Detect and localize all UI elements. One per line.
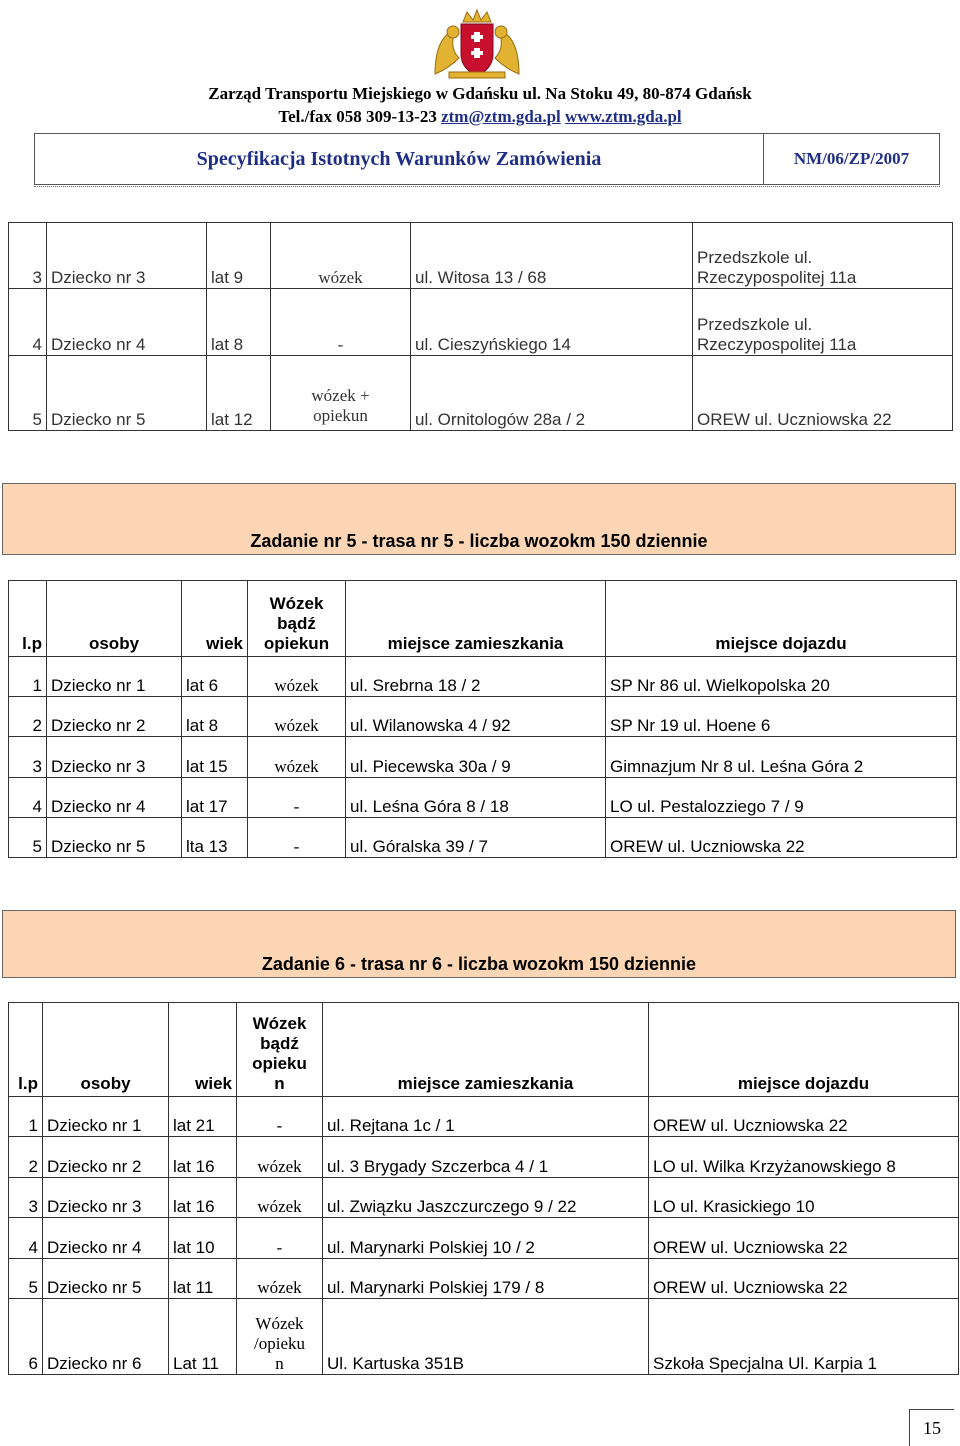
header-email-link[interactable]: ztm@ztm.gda.pl [441, 107, 561, 126]
dojazd-cell: OREW ul. Uczniowska 22 [649, 1218, 959, 1259]
wozek-cell: - [248, 818, 346, 858]
page-number: 15 [909, 1409, 954, 1446]
lp-cell: 1 [9, 1097, 43, 1137]
task6-table [8, 1002, 959, 1375]
wozek-cell: - [237, 1218, 323, 1259]
wozek-cell: wózek [237, 1259, 323, 1299]
lp-cell: 5 [9, 818, 47, 858]
wiek-cell: lat 11 [169, 1259, 237, 1299]
dojazd-cell: LO ul. Pestalozziego 7 / 9 [606, 778, 957, 818]
dojazd-cell: Gimnazjum Nr 8 ul. Leśna Góra 2 [606, 737, 957, 778]
table-header-row [9, 1003, 959, 1097]
table-row [9, 356, 953, 431]
dojazd-cell: OREW ul. Uczniowska 22 [649, 1259, 959, 1299]
wiek-cell: lat 15 [182, 737, 248, 778]
table-header-row [9, 581, 957, 657]
task5-banner [2, 483, 956, 555]
spec-title: Specyfikacja Istotnych Warunków Zamówienia [35, 134, 764, 184]
osoba-cell: Dziecko nr 2 [43, 1137, 169, 1178]
header-wozek: Wózek bądź opieku n [237, 1003, 323, 1097]
zamieszkanie-cell: ul. Cieszyńskiego 14 [411, 289, 693, 356]
zamieszkanie-cell: ul. Marynarki Polskiej 179 / 8 [323, 1259, 649, 1299]
gdansk-coat-of-arms-logo [429, 8, 525, 80]
osoba-cell: Dziecko nr 3 [47, 223, 207, 289]
header-wiek: wiek [169, 1003, 237, 1097]
wozek-cell: wózek [248, 737, 346, 778]
lp-cell: 3 [9, 1178, 43, 1218]
header-divider [34, 186, 940, 187]
lp-cell: 2 [9, 697, 47, 737]
zamieszkanie-cell: ul. Piecewska 30a / 9 [346, 737, 606, 778]
table-row [9, 737, 957, 778]
wozek-cell: - [271, 289, 411, 356]
dojazd-cell: OREW ul. Uczniowska 22 [649, 1097, 959, 1137]
dojazd-cell: OREW ul. Uczniowska 22 [693, 356, 953, 431]
table-row [9, 818, 957, 858]
wiek-cell: lat 10 [169, 1218, 237, 1259]
zamieszkanie-cell: ul. Ornitologów 28a / 2 [411, 356, 693, 431]
osoba-cell: Dziecko nr 1 [43, 1097, 169, 1137]
wozek-cell: wózek + opiekun [271, 356, 411, 431]
zamieszkanie-cell: ul. Leśna Góra 8 / 18 [346, 778, 606, 818]
wozek-cell: wózek [237, 1178, 323, 1218]
dojazd-cell: OREW ul. Uczniowska 22 [606, 818, 957, 858]
wiek-cell: lat 21 [169, 1097, 237, 1137]
table-row [9, 778, 957, 818]
spec-code: NM/06/ZP/2007 [793, 149, 910, 168]
zamieszkanie-cell: Ul. Kartuska 351B [323, 1299, 649, 1375]
osoba-cell: Dziecko nr 6 [43, 1299, 169, 1375]
spec-header-box [34, 133, 940, 185]
table-row [9, 1259, 959, 1299]
osoba-cell: Dziecko nr 2 [47, 697, 182, 737]
osoba-cell: Dziecko nr 5 [47, 818, 182, 858]
task6-banner [2, 910, 956, 978]
wiek-cell: lat 16 [169, 1178, 237, 1218]
header-lp: l.p [9, 581, 47, 657]
lp-cell: 6 [9, 1299, 43, 1375]
wiek-cell: lat 6 [182, 657, 248, 697]
header-phone: Tel./fax 058 309-13-23 [278, 107, 442, 126]
lp-cell: 4 [9, 289, 47, 356]
task5-table [8, 580, 957, 858]
lp-cell: 1 [9, 657, 47, 697]
dojazd-cell: Przedszkole ul. Rzeczypospolitej 11a [693, 223, 953, 289]
header-zamieszkanie: miejsce zamieszkania [346, 581, 606, 657]
wozek-cell: wózek [271, 223, 411, 289]
header-osoby: osoby [43, 1003, 169, 1097]
wiek-cell: lat 16 [169, 1137, 237, 1178]
header-osoby: osoby [47, 581, 182, 657]
lp-cell: 4 [9, 1218, 43, 1259]
header-zamieszkanie: miejsce zamieszkania [323, 1003, 649, 1097]
zamieszkanie-cell: ul. Witosa 13 / 68 [411, 223, 693, 289]
table-row [9, 1299, 959, 1375]
dojazd-cell: Szkoła Specjalna Ul. Karpia 1 [649, 1299, 959, 1375]
task4-table-continued [8, 222, 953, 431]
header-website-link[interactable]: www.ztm.gda.pl [565, 107, 682, 126]
zamieszkanie-cell: ul. Związku Jaszczurczego 9 / 22 [323, 1178, 649, 1218]
lp-cell: 5 [9, 356, 47, 431]
table-row [9, 1137, 959, 1178]
header-wiek: wiek [182, 581, 248, 657]
dojazd-cell: SP Nr 86 ul. Wielkopolska 20 [606, 657, 957, 697]
lp-cell: 3 [9, 737, 47, 778]
header-address: Zarząd Transportu Miejskiego w Gdańsku ul. Na Stoku 49, 80-874 Gdańsk [208, 84, 752, 103]
header-dojazd: miejsce dojazdu [649, 1003, 959, 1097]
wiek-cell: lat 17 [182, 778, 248, 818]
dojazd-cell: Przedszkole ul. Rzeczypospolitej 11a [693, 289, 953, 356]
header-contact [0, 107, 960, 127]
table-row [9, 289, 953, 356]
wozek-cell: Wózek /opieku n [237, 1299, 323, 1375]
zamieszkanie-cell: ul. Wilanowska 4 / 92 [346, 697, 606, 737]
osoba-cell: Dziecko nr 4 [47, 778, 182, 818]
table-row [9, 223, 953, 289]
osoba-cell: Dziecko nr 5 [43, 1259, 169, 1299]
osoba-cell: Dziecko nr 3 [43, 1178, 169, 1218]
table-row [9, 1097, 959, 1137]
osoba-cell: Dziecko nr 4 [47, 289, 207, 356]
header-dojazd: miejsce dojazdu [606, 581, 957, 657]
table-row [9, 1218, 959, 1259]
osoba-cell: Dziecko nr 4 [43, 1218, 169, 1259]
lp-cell: 2 [9, 1137, 43, 1178]
lp-cell: 4 [9, 778, 47, 818]
header-lp: l.p [9, 1003, 43, 1097]
dojazd-cell: LO ul. Krasickiego 10 [649, 1178, 959, 1218]
zamieszkanie-cell: ul. 3 Brygady Szczerbca 4 / 1 [323, 1137, 649, 1178]
table-row [9, 1178, 959, 1218]
header-wozek: Wózek bądź opiekun [248, 581, 346, 657]
wiek-cell: lta 13 [182, 818, 248, 858]
dojazd-cell: SP Nr 19 ul. Hoene 6 [606, 697, 957, 737]
osoba-cell: Dziecko nr 1 [47, 657, 182, 697]
dojazd-cell: LO ul. Wilka Krzyżanowskiego 8 [649, 1137, 959, 1178]
zamieszkanie-cell: ul. Góralska 39 / 7 [346, 818, 606, 858]
zamieszkanie-cell: ul. Marynarki Polskiej 10 / 2 [323, 1218, 649, 1259]
zamieszkanie-cell: ul. Rejtana 1c / 1 [323, 1097, 649, 1137]
wiek-cell: lat 9 [207, 223, 271, 289]
lp-cell: 5 [9, 1259, 43, 1299]
wiek-cell: lat 12 [207, 356, 271, 431]
osoba-cell: Dziecko nr 5 [47, 356, 207, 431]
wozek-cell: wózek [248, 697, 346, 737]
table-row [9, 697, 957, 737]
lp-cell: 3 [9, 223, 47, 289]
zamieszkanie-cell: ul. Srebrna 18 / 2 [346, 657, 606, 697]
wozek-cell: wózek [237, 1137, 323, 1178]
wozek-cell: wózek [248, 657, 346, 697]
task5-title: Zadanie nr 5 - trasa nr 5 - liczba wozokm 150 dziennie [250, 531, 708, 551]
osoba-cell: Dziecko nr 3 [47, 737, 182, 778]
wozek-cell: - [237, 1097, 323, 1137]
task6-title: Zadanie 6 - trasa nr 6 - liczba wozokm 150 dziennie [261, 954, 697, 974]
wiek-cell: Lat 11 [169, 1299, 237, 1375]
wiek-cell: lat 8 [207, 289, 271, 356]
wozek-cell: - [248, 778, 346, 818]
wiek-cell: lat 8 [182, 697, 248, 737]
table-row [9, 657, 957, 697]
